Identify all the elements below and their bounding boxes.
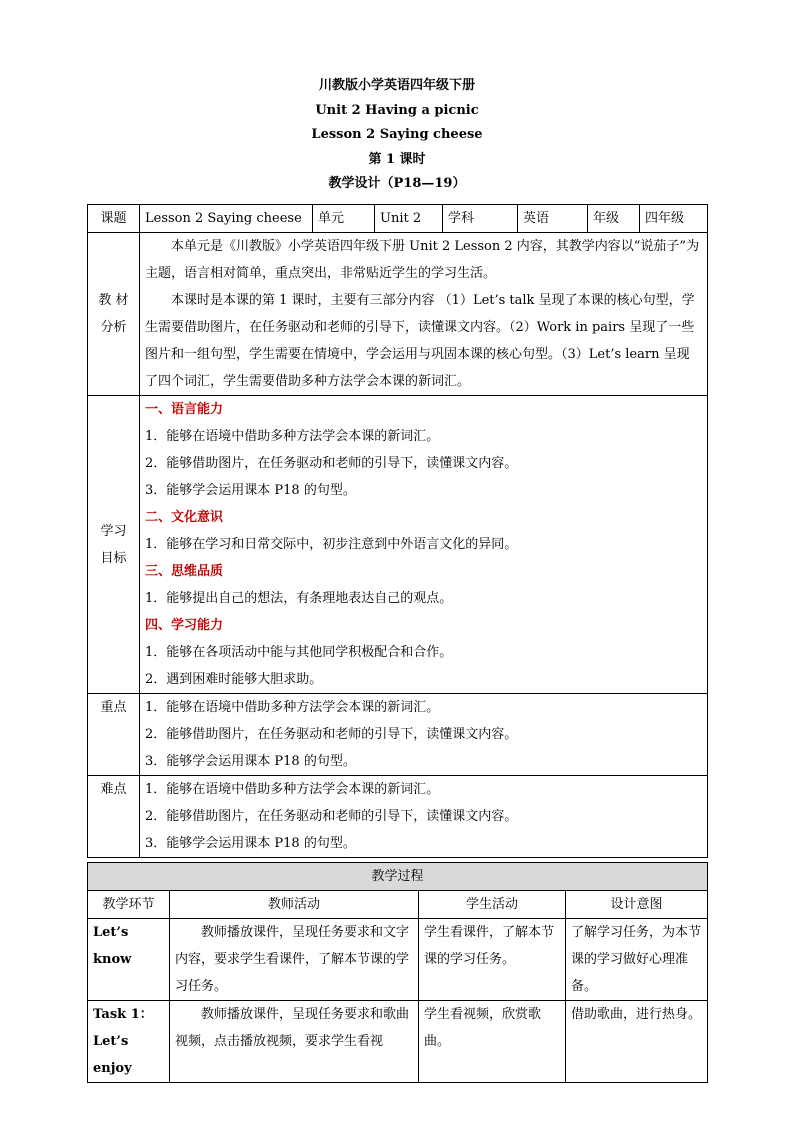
difficulties-label: 难点 xyxy=(88,776,140,858)
analysis-row xyxy=(88,233,708,396)
teaching-process-table xyxy=(87,862,708,1083)
key-point-item: 2．能够借助图片，在任务驱动和老师的引导下，读懂课文内容。 xyxy=(145,727,518,742)
process-teacher: 教师播放课件，呈现任务要求和文字内容，要求学生看课件，了解本节课的学习任务。 xyxy=(170,919,419,1001)
lesson-info-table xyxy=(87,204,708,858)
key-points-label: 重点 xyxy=(88,694,140,776)
unit-label: 单元 xyxy=(313,205,375,233)
grade-value: 四年级 xyxy=(640,205,708,233)
difficulty-item: 1．能够在语境中借助多种方法学会本课的新词汇。 xyxy=(145,782,440,797)
process-title-row xyxy=(88,863,708,891)
document-title-block xyxy=(0,74,794,197)
objective-item: 2．遇到困难时能够大胆求助。 xyxy=(145,672,323,687)
process-stage: Task 1：Let’s enjoy xyxy=(88,1001,170,1083)
process-intent: 借助歌曲，进行热身。 xyxy=(566,1001,708,1083)
objective-item: 3．能够学会运用课本 P18 的句型。 xyxy=(145,483,356,498)
key-point-item: 3．能够学会运用课本 P18 的句型。 xyxy=(145,754,356,769)
analysis-content xyxy=(140,233,708,396)
analysis-label-1: 教 材 xyxy=(98,293,129,308)
analysis-label xyxy=(88,233,140,396)
header-stage: 教学环节 xyxy=(88,891,170,919)
objective-heading-culture: 二、文化意识 xyxy=(145,510,224,525)
subject-label: 学科 xyxy=(443,205,518,233)
title-textbook: 川教版小学英语四年级下册 xyxy=(318,78,475,93)
header-student: 学生活动 xyxy=(419,891,566,919)
objective-heading-thinking: 三、思维品质 xyxy=(145,564,224,579)
process-row xyxy=(88,1001,708,1083)
objective-heading-language: 一、语言能力 xyxy=(145,402,224,417)
objectives-content xyxy=(140,396,708,694)
analysis-para-2: 本课时是本课的第 1 课时，主要有三部分内容 （1）Let’s talk 呈现了本课的核心句型，学生需要借助图片，在任务驱动和老师的引导下，读懂课文内容。（2）Work in pairs 呈现了一些图片和一组句型，学生需要在情境中，学会运用与巩固本课的核心句型。（3）Let’s learn 呈现了四个词汇，学生需要借助多种方法学会本课的新词汇。 xyxy=(145,293,695,389)
difficulty-item: 2．能够借助图片，在任务驱动和老师的引导下，读懂课文内容。 xyxy=(145,809,518,824)
unit-value: Unit 2 xyxy=(375,205,443,233)
grade-label: 年级 xyxy=(588,205,640,233)
subject-value: 英语 xyxy=(518,205,588,233)
topic-label: 课题 xyxy=(88,205,140,233)
objective-item: 2．能够借助图片，在任务驱动和老师的引导下，读懂课文内容。 xyxy=(145,456,518,471)
objectives-row xyxy=(88,396,708,694)
process-intent: 了解学习任务，为本节课的学习做好心理准备。 xyxy=(566,919,708,1001)
difficulty-item: 3．能够学会运用课本 P18 的句型。 xyxy=(145,836,356,851)
process-title: 教学过程 xyxy=(88,863,708,891)
key-point-item: 1．能够在语境中借助多种方法学会本课的新词汇。 xyxy=(145,700,440,715)
objectives-label-1: 学习 xyxy=(100,523,127,539)
title-design: 教学设计（P18—19） xyxy=(328,176,466,191)
difficulties-row xyxy=(88,776,708,858)
title-lesson: Lesson 2 Saying cheese xyxy=(311,127,483,142)
header-teacher: 教师活动 xyxy=(170,891,419,919)
objectives-label-2: 目标 xyxy=(100,550,127,566)
difficulties-content xyxy=(140,776,708,858)
process-student: 学生看课件，了解本节课的学习任务。 xyxy=(419,919,566,1001)
objectives-label xyxy=(88,396,140,694)
title-period: 第 1 课时 xyxy=(368,151,426,167)
objective-item: 1．能够在学习和日常交际中，初步注意到中外语言文化的异同。 xyxy=(145,537,518,552)
key-points-content xyxy=(140,694,708,776)
title-unit: Unit 2 Having a picnic xyxy=(315,102,479,118)
analysis-label-2: 分析 xyxy=(100,320,127,335)
objective-item: 1．能够在各项活动中能与其他同学积极配合和合作。 xyxy=(145,645,453,660)
key-points-row xyxy=(88,694,708,776)
process-student: 学生看视频，欣赏歌曲。 xyxy=(419,1001,566,1083)
analysis-para-1: 本单元是《川教版》小学英语四年级下册 Unit 2 Lesson 2 内容，其教学内容以“说茄子”为主题，语言相对简单，重点突出，非常贴近学生的学习生活。 xyxy=(145,239,700,281)
objective-item: 1．能够提出自己的想法，有条理地表达自己的观点。 xyxy=(145,591,453,606)
objective-item: 1．能够在语境中借助多种方法学会本课的新词汇。 xyxy=(145,429,440,444)
info-row xyxy=(88,205,708,233)
process-stage: Let’s know xyxy=(88,919,170,1001)
process-header-row xyxy=(88,891,708,919)
process-teacher: 教师播放课件，呈现任务要求和歌曲视频，点击播放视频，要求学生看视 xyxy=(170,1001,419,1083)
process-row xyxy=(88,919,708,1001)
topic-value: Lesson 2 Saying cheese xyxy=(140,205,313,233)
header-intent: 设计意图 xyxy=(566,891,708,919)
objective-heading-learning: 四、学习能力 xyxy=(145,618,224,633)
